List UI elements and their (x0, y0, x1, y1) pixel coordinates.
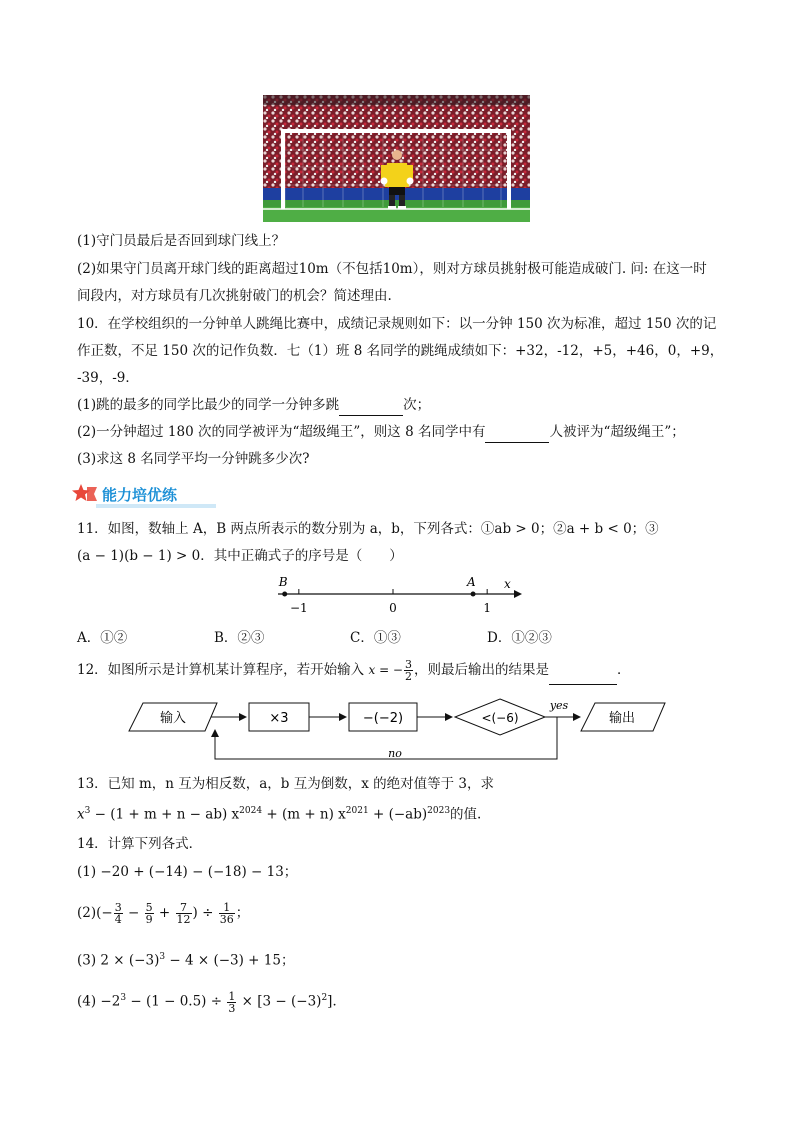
q11-option-a[interactable]: A．①② (77, 630, 128, 646)
x-axis-label: x (504, 577, 511, 591)
arrow-icon (445, 713, 453, 721)
flow-yes-label: yes (549, 699, 569, 712)
q14-p3-a: (3) 2 × (−3) (77, 952, 160, 969)
q10-sub1-end: 次； (403, 397, 431, 413)
q9-sub2-line1: (2)如果守门员离开球门线的距离超过10m（不包括10m），则对方球员挑射极可能造成破门. 问: 在这一时 (77, 261, 707, 277)
section-title: 能力培优练 (102, 485, 178, 504)
frac-den: 4 (114, 913, 122, 926)
goalkeeper-photo (263, 95, 530, 222)
q14-p2-open: (− (96, 905, 113, 921)
q9-sub2-line2: 间段内，对方球员有几次挑射破门的机会？简述理由. (77, 288, 392, 304)
q14-p2-end: ； (235, 905, 250, 921)
q14-part4 (77, 983, 346, 1017)
q14-part2 (77, 898, 249, 928)
q13-exp1: 3 (84, 806, 91, 816)
q11-line1: 11．如图，数轴上 A，B 两点所表示的数分别为 a，b，下列各式：①ab > 0；②a + b < 0；③ (77, 521, 659, 537)
q11-line2: (a − 1)(b − 1) > 0．其中正确式子的序号是（ ） (77, 548, 403, 564)
q10-line3: -39，-9． (77, 370, 139, 386)
q10-sub2-blank[interactable] (485, 422, 549, 443)
flow-step2-label: −(−2) (362, 711, 404, 726)
q14-p4-b: − (1 − 0.5) ÷ (126, 993, 227, 1010)
q12-frac-num: 3 (405, 658, 412, 671)
section-header (72, 482, 177, 506)
point-b-dot (282, 592, 287, 597)
tick-label: −1 (289, 601, 308, 615)
goalkeeper-illustration (263, 95, 530, 222)
flow-input-label: 输入 (159, 711, 187, 726)
q13-exp4: 2023 (427, 806, 451, 816)
q14-p2-index: (2) (77, 905, 97, 921)
q10-sub1-text: (1)跳的最多的同学比最少的同学一分钟多跳 (77, 397, 340, 413)
q12-fraction (404, 659, 413, 682)
q10-sub2-text: (2)一分钟超过 180 次的同学被评为“超级绳王”，则这 8 名同学中有 (77, 424, 486, 440)
tick-label: 1 (483, 601, 491, 615)
number-line (270, 574, 530, 620)
q12-text-end: ． (617, 662, 631, 678)
q14-p2-op1: − (123, 905, 144, 921)
q12-x-eq: x = − (368, 663, 403, 677)
q13-line1: 13．已知 m，n 互为相反数，a，b 互为倒数，x 的绝对值等于 3，求 (77, 776, 495, 792)
q14-p4-exp2: 2 (321, 993, 328, 1003)
frac-num: 1 (219, 902, 235, 914)
point-b-label: B (278, 575, 288, 589)
q12-line (77, 656, 631, 685)
frac-den: 3 (228, 1001, 236, 1015)
q14-p2-op2: + (154, 905, 175, 921)
q14-p4-c: × [3 − (−3) (237, 993, 322, 1010)
q14-part3 (77, 947, 294, 971)
q14-p3-b: − 4 × (−3) + 15； (165, 952, 295, 969)
q10-line2: 作正数，不足 150 次的记作负数．七（1）班 8 名同学的跳绳成绩如下：+32，-12，+5，+46，0，+9， (77, 343, 724, 359)
flow-step1-label: ×3 (269, 711, 289, 726)
axis-arrow-icon (514, 590, 522, 598)
q10-line1: 10．在学校组织的一分钟单人跳绳比赛中，成绩记录规则如下：以一分钟 150 次为标准，超过 150 次的记 (77, 316, 717, 332)
q12-frac-den: 2 (405, 670, 412, 683)
q14-p2-op3: ) ÷ (192, 905, 218, 921)
q13-expr-end: 的值. (450, 806, 482, 823)
q13-expr-b: − (1 + m + n − ab) x (90, 806, 240, 823)
q14-p4-exp1: 3 (120, 993, 127, 1003)
q13-expr-a: x (77, 806, 85, 823)
tick-label: 0 (389, 601, 397, 615)
q13-expr (77, 801, 481, 825)
flow-output-label: 输出 (608, 711, 636, 726)
q14-title: 14．计算下列各式． (77, 836, 203, 852)
q12-blank[interactable] (549, 656, 617, 685)
q9-sub1: (1)守门员最后是否回到球门线上？ (77, 233, 286, 249)
q10-sub3: (3)求这 8 名同学平均一分钟跳多少次? (77, 451, 310, 467)
frac-num: 1 (228, 989, 236, 1003)
arrow-up-icon (211, 729, 219, 737)
q10-sub1-blank[interactable] (339, 395, 403, 416)
frac-num: 3 (114, 901, 122, 914)
arrow-icon (339, 713, 347, 721)
frac-num: 5 (145, 901, 153, 914)
q10-sub2 (77, 422, 685, 443)
arrow-icon (239, 713, 247, 721)
frac-den: 12 (176, 913, 191, 926)
q11-option-b[interactable]: B．②③ (214, 630, 265, 646)
q11-option-c[interactable]: C．①③ (350, 630, 401, 646)
point-a-label: A (467, 575, 476, 589)
q13-expr-c: + (m + n) x (262, 806, 346, 823)
q14-p3-exp: 3 (159, 952, 166, 962)
q13-exp2: 2024 (239, 806, 263, 816)
flowchart (125, 695, 675, 769)
q10-sub1 (77, 395, 430, 416)
q11-option-d[interactable]: D．①②③ (487, 630, 552, 646)
q13-exp3: 2021 (345, 806, 369, 816)
section-underline (96, 504, 216, 508)
q10-sub2-end: 人被评为“超级绳王”； (549, 424, 685, 440)
frac-den: 9 (145, 913, 153, 926)
star-badge-icon (72, 483, 98, 505)
point-a-dot (471, 592, 476, 597)
flow-condition-label: <(−6) (481, 711, 519, 725)
q14-part1: (1) −20 + (−14) − (−18) − 13； (77, 864, 298, 880)
q12-text: 12．如图所示是计算机某计算程序，若开始输入 (77, 662, 365, 678)
q14-p4-end: ]． (327, 993, 346, 1010)
frac-den: 36 (219, 913, 234, 926)
q14-p4-a: (4) −2 (77, 993, 121, 1010)
q12-text-b: ，则最后输出的结果是 (414, 662, 549, 678)
arrow-icon (573, 713, 581, 721)
frac-num: 7 (176, 902, 192, 914)
flow-no-label: no (388, 747, 402, 760)
q13-expr-d: + (−ab) (368, 806, 428, 823)
